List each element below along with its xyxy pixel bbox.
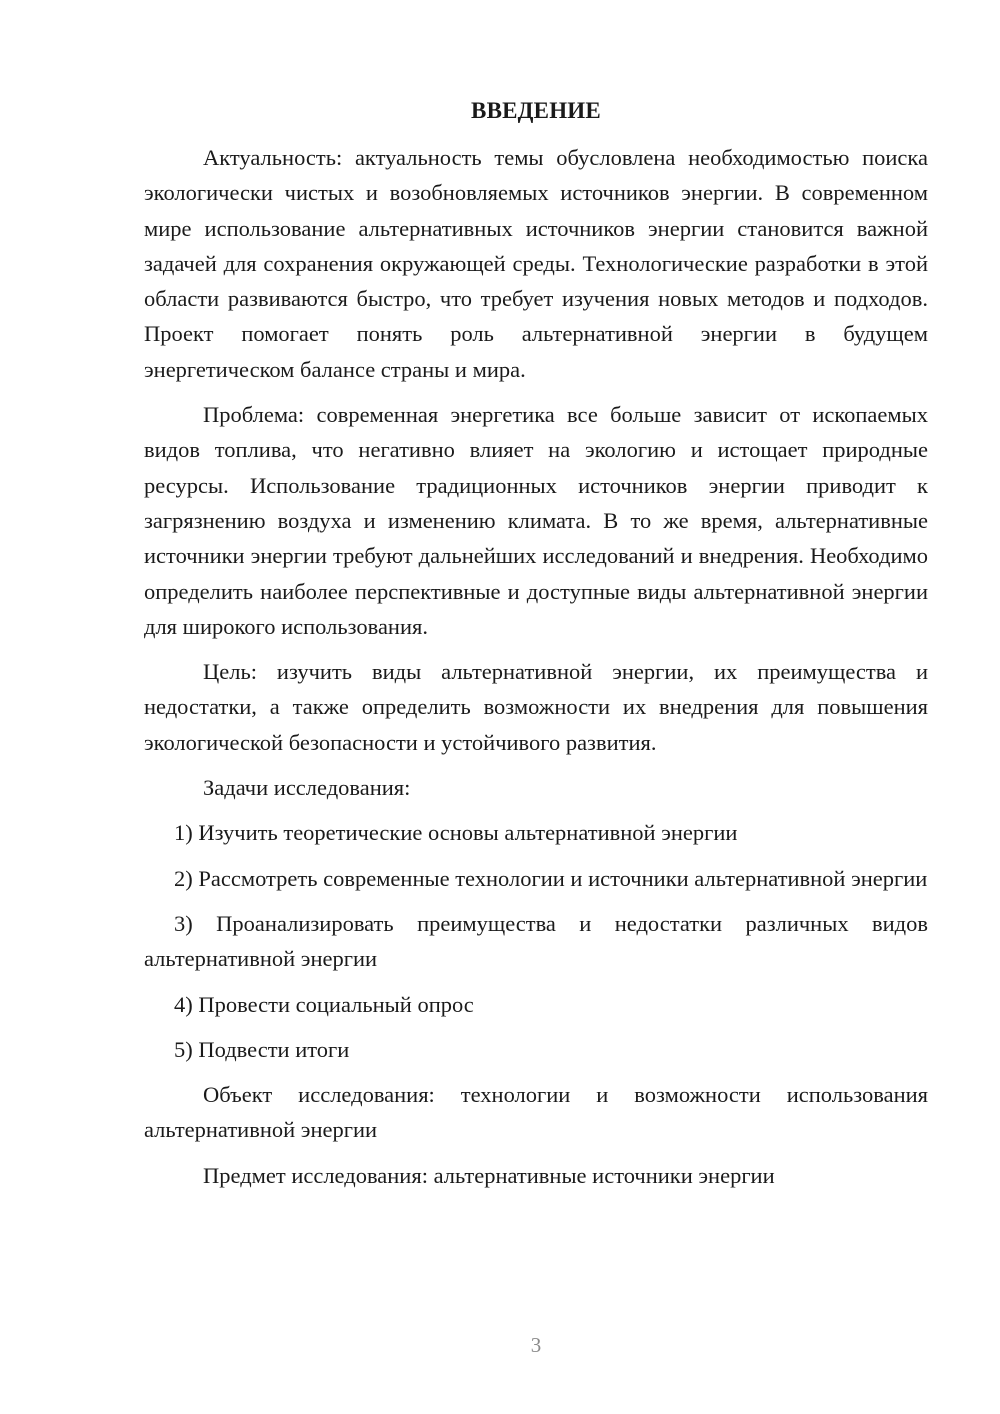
paragraph-problem: Проблема: современная энергетика все больше зависит от ископаемых видов топлива, что негативно влияет на экологию и истощает природные ресурсы. Использование традиционных источников энергии приводит к загрязнению воздуха и изменению климата. В то же время, альтернативные источники энергии требуют дальнейших исследований и внедрения. Необходимо определить наиболее перспективные и доступные виды альтернативной энергии для широкого использования.: [144, 402, 928, 639]
task-item-2: 2) Рассмотреть современные технологии и источники альтернативной энергии: [174, 865, 928, 891]
section-title: ВВЕДЕНИЕ: [471, 98, 601, 123]
task-item-3: 3) Проанализировать преимущества и недостатки различных видов альтернативной энергии: [144, 910, 928, 972]
tasks-heading: Задачи исследования:: [203, 775, 411, 801]
page-content: [144, 92, 928, 1203]
paragraph-object: Объект исследования: технологии и возможности использования альтернативной энергии: [144, 1082, 928, 1143]
task-item-1: 1) Изучить теоретические основы альтернативной энергии: [174, 820, 738, 846]
page-number: 3: [530, 1333, 542, 1357]
paragraph-relevance: Актуальность: актуальность темы обусловлена необходимостью поиска экологически чистых и возобновляемых источников энергии. В современном мире использование альтернативных источников энергии становится важной задачей для сохранения окружающей среды. Технологические разработки в этой области развиваются быстро, что требует изучения новых методов и подходов. Проект помогает понять роль альтернативной энергии в будущем энергетическом балансе страны и мира.: [144, 145, 928, 382]
task-item-5: 5) Подвести итоги: [174, 1036, 350, 1062]
paragraph-subject: Предмет исследования: альтернативные источники энергии: [203, 1162, 775, 1188]
task-item-4: 4) Провести социальный опрос: [174, 991, 474, 1017]
paragraph-goal: Цель: изучить виды альтернативной энергии, их преимущества и недостатки, а также определить возможности их внедрения для повышения экологической безопасности и устойчивого развития.: [144, 659, 928, 755]
